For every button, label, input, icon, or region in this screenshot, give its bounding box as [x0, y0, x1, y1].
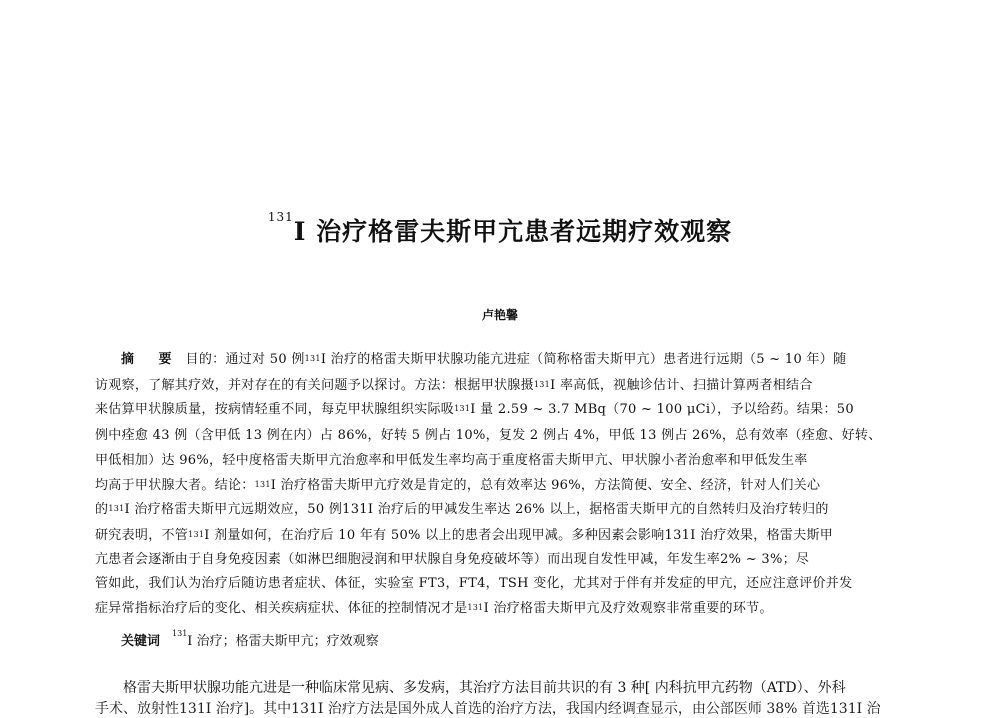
abstract-line-8 [95, 526, 907, 546]
body-text-2: 手术、放射性131I 治疗]。其中131I 治疗方法是国外成人首选的治疗方法，我国内经调查显示，由公部医师 38% 首选131I 治 [95, 701, 881, 717]
isotope-superscript: 131 [304, 354, 321, 363]
abstract-line-9 [95, 550, 907, 570]
abstract-line-1 [95, 350, 907, 370]
abstract-text: 研究表明，不管 [95, 528, 189, 543]
isotope-superscript: 131 [454, 404, 471, 413]
paper-title [0, 212, 1000, 248]
abstract-line-7 [95, 500, 907, 520]
abstract-text-cont: I 剂量如何，在治疗后 10 年有 50% 以上的患者会出现甲减。多种因素会影响131I 治疗效果，格雷夫斯甲 [204, 528, 834, 543]
abstract-line-6 [95, 476, 907, 496]
abstract-line-4 [95, 426, 907, 446]
keywords-label: 关键词 [121, 634, 161, 649]
abstract-label: 摘 要 [121, 352, 182, 367]
abstract-line-11 [95, 599, 907, 619]
keywords-text: I 治疗；格雷夫斯甲亢；疗效观察 [187, 634, 379, 649]
abstract-text: 例中痊愈 43 例（含甲低 13 例在内）占 86%，好转 5 例占 10%，复发 2 例占 4%，甲低 13 例占 26%，总有效率（痊愈、好转、 [95, 428, 882, 443]
abstract-line-10 [95, 574, 907, 594]
abstract-line-2 [95, 376, 907, 396]
abstract-text: 访观察，了解其疗效，并对存在的有关问题予以探讨。方法：根据甲状腺摄 [95, 378, 534, 393]
title-text: I 治疗格雷夫斯甲亢患者远期疗效观察 [293, 217, 733, 246]
abstract-text: 目的：通过对 50 例 [185, 352, 305, 367]
isotope-superscript: 131 [254, 480, 271, 489]
abstract-text: 的 [95, 502, 109, 517]
abstract-text: 均高于甲状腺大者。结论： [95, 478, 255, 493]
keywords-superscript: 131 [172, 629, 188, 638]
abstract-text-cont: I 率高低，视触诊估计、扫描计算两者相结合 [550, 378, 813, 393]
abstract-line-5 [95, 451, 907, 471]
title-isotope-superscript: 131 [267, 210, 294, 224]
abstract-text-cont: I 治疗格雷夫斯甲亢及疗效观察非常重要的环节。 [483, 601, 773, 616]
abstract-text: 来估算甲状腺质量，按病情轻重不同，每克甲状腺组织实际吸 [95, 402, 455, 417]
abstract-text-cont: I 治疗格雷夫斯甲亢疗效是肯定的，总有效率达 96%，方法简便、安全、经济，针对人们关心 [270, 478, 821, 493]
abstract-line-3 [95, 400, 907, 420]
author-name: 卢艳馨 [481, 308, 518, 322]
body-paragraph-line-2-cut [95, 698, 907, 717]
abstract-text: 亢患者会逐渐由于自身免疫因素（如淋巴细胞浸润和甲状腺自身免疫破坏等）而出现自发性甲减，年发生率2% ~ 3%；尽 [95, 552, 810, 567]
body-text-1: 格雷夫斯甲状腺功能亢进是一种临床常见病、多发病，其治疗方法目前共识的有 3 种[ 内科抗甲亢药物（ATD）、外科 [123, 680, 846, 696]
keywords-line [121, 630, 379, 649]
abstract-text: 症异常指标治疗后的变化、相关疾病症状、体征的控制情况才是 [95, 601, 468, 616]
abstract-text-cont: I 治疗的格雷夫斯甲状腺功能亢进症（简称格雷夫斯甲亢）患者进行远期（5 ~ 10 年）随 [320, 352, 847, 367]
isotope-superscript: 131 [188, 530, 205, 539]
isotope-superscript: 131 [533, 380, 551, 389]
isotope-superscript: 131 [108, 504, 125, 513]
abstract-text-cont: I 治疗格雷夫斯甲亢远期效应，50 例131I 治疗后的甲减发生率达 26% 以上，据格雷夫斯甲亢的自然转归及治疗转归的 [124, 502, 829, 517]
abstract-text: 甲低相加）达 96%，轻中度格雷夫斯甲亢治愈率和甲低发生率均高于重度格雷夫斯甲亢、甲状腺小者治愈率和甲低发生率 [95, 453, 808, 468]
abstract-text-cont: I 量 2.59 ~ 3.7 MBq（70 ~ 100 μCi），予以给药。结果：50 [470, 402, 854, 417]
abstract-text: 管如此，我们认为治疗后随访患者症状、体征，实验室 FT3，FT4，TSH 变化，尤其对于伴有并发症的甲亢，还应注意评价并发 [95, 576, 853, 591]
isotope-superscript: 131 [467, 603, 484, 612]
body-paragraph-line-1 [95, 677, 907, 697]
